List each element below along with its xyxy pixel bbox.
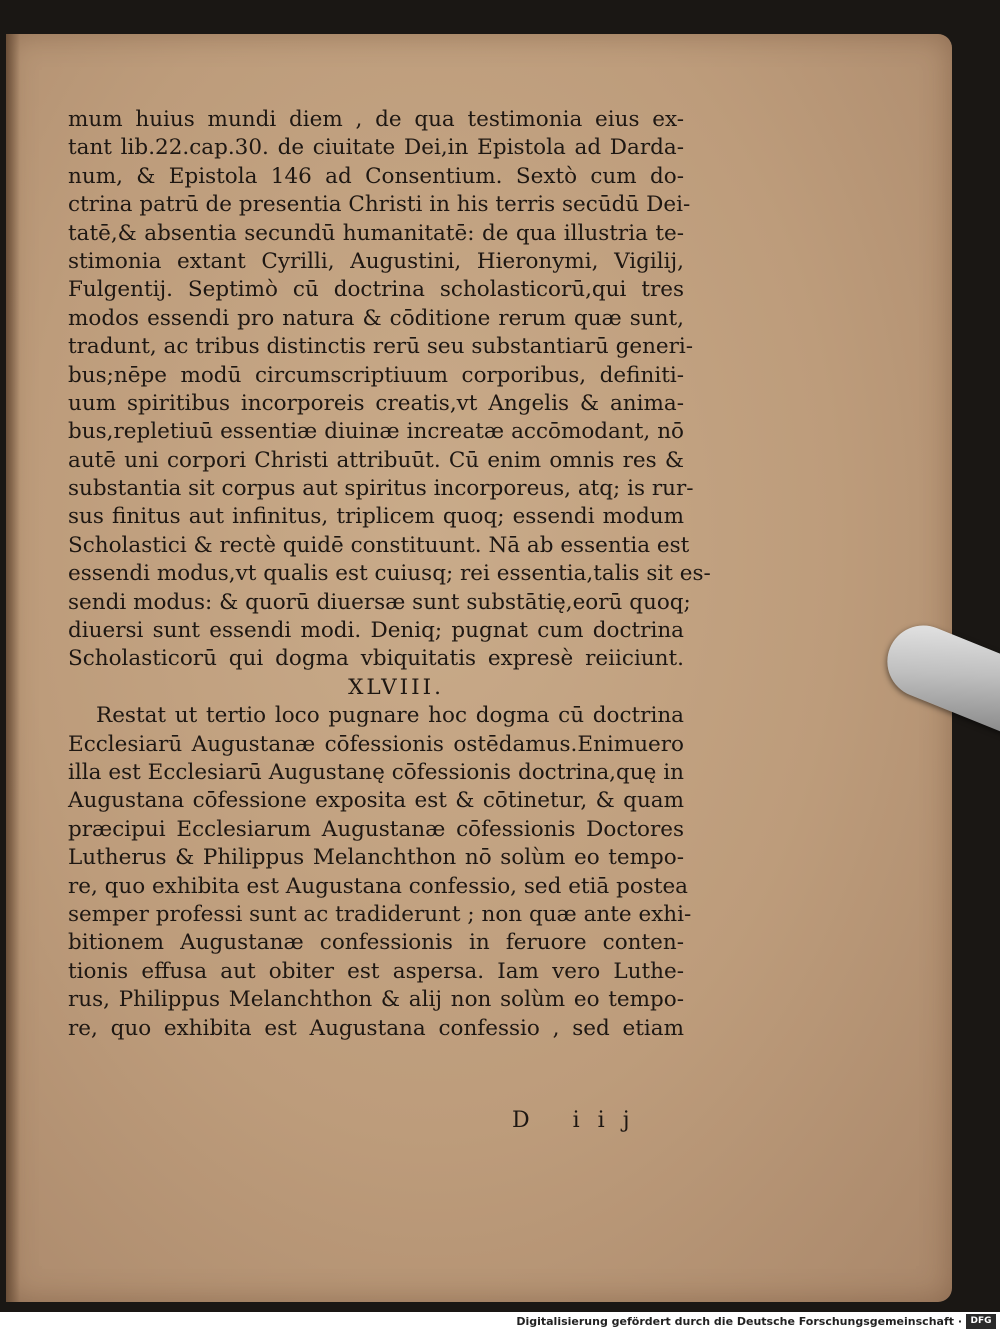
text-line: sendi modus: & quorū diuersæ sunt substātię,eorū quoq; [68, 589, 691, 615]
text-line: ctrina patrū de presentia Christi in his terris secūdū Dei- [68, 192, 691, 218]
text-line: num, & Epistola 146 ad Consentium. Sextò cum do- [68, 163, 684, 189]
text-line: Restat ut tertio loco pugnare hoc dogma cū doctrina [96, 703, 684, 729]
text-line: semper professi sunt ac tradiderunt ; non quæ ante exhi- [68, 901, 692, 927]
text-line: stimonia extant Cyrilli, Augustini, Hieronymi, Vigilij, [68, 248, 684, 274]
text-line: modos essendi pro natura & cōditione rerum quæ sunt, [68, 305, 684, 331]
text-line: uum spiritibus incorporeis creatis,vt Angelis & anima- [68, 390, 684, 416]
text-line: essendi modus,vt qualis est cuiusq; rei essentia,talis sit es- [68, 561, 711, 587]
text-line: illa est Ecclesiarū Augustanę cōfessionis doctrina,quę in [68, 759, 684, 785]
text-line: tradunt, ac tribus distinctis rerū seu substantiarū generi- [68, 334, 694, 360]
page-edge-shadow [6, 34, 20, 1302]
text-line: tant lib.22.cap.30. de ciuitate Dei,in Epistola ad Dardа- [68, 135, 684, 161]
text-line: Fulgentij. Septimò cū doctrina scholasticorū,qui tres [68, 277, 684, 303]
digitization-footer [0, 1312, 1000, 1332]
dfg-logo: DFG [966, 1314, 996, 1329]
text-line: tionis effusa aut obiter est aspersa. Iam vero Luthe- [68, 958, 684, 984]
text-line: re, quo exhibita est Augustana confessio , sed etiam [68, 1015, 684, 1041]
text-line: tatē,& absentia secundū humanitatē: de qua illustria te- [68, 220, 684, 246]
text-line: substantia sit corpus aut spiritus incorporeus, atq; is rur- [68, 476, 694, 502]
text-line: bitionem Augustanæ confessionis in feruore conten- [68, 930, 684, 956]
funding-credit: Digitalisierung gefördert durch die Deutsche Forschungsgemeinschaft · [516, 1315, 962, 1328]
text-line: Lutherus & Philippus Melanchthon nō solùm eo tempo- [68, 845, 684, 871]
signature-mark: D iij [512, 1108, 648, 1133]
text-line: Scholastici & rectè quidē constituunt. Nā ab essentia est [68, 532, 690, 558]
text-line: diuersi sunt essendi modi. Deniq; pugnat cum doctrina [68, 618, 684, 644]
text-line: mum huius mundi diem , de qua testimonia eius ex- [68, 107, 684, 132]
body-text [68, 106, 711, 1043]
text-line: rus, Philippus Melanchthon & alij non solùm eo tempo- [68, 987, 684, 1013]
text-line: sus finitus aut infinitus, triplicem quoq; essendi modum [68, 504, 684, 530]
text-line: Augustana cōfessione exposita est & cōtinetur, & quam [68, 788, 684, 814]
text-line: Ecclesiarū Augustanæ cōfessionis ostēdamus.Enimuero [68, 731, 684, 757]
text-line: bus,repletiuū essentiæ diuinæ increatæ accōmodant, nō [68, 419, 684, 445]
text-line: præcipui Ecclesiarum Augustanæ cōfessionis Doctores [68, 816, 684, 842]
text-line: Scholasticorū qui dogma vbiquitatis expresè reiiciunt. [68, 646, 684, 672]
text-line: autē uni corpori Christi attribuūt. Cū enim omnis res & [68, 447, 684, 473]
text-line: re, quo exhibita est Augustana confessio, sed etiā postea [68, 873, 689, 899]
section-heading: XLVIII. [348, 674, 444, 700]
text-line: bus;nēpe modū circumscriptiuum corporibus, definiti- [68, 362, 684, 388]
